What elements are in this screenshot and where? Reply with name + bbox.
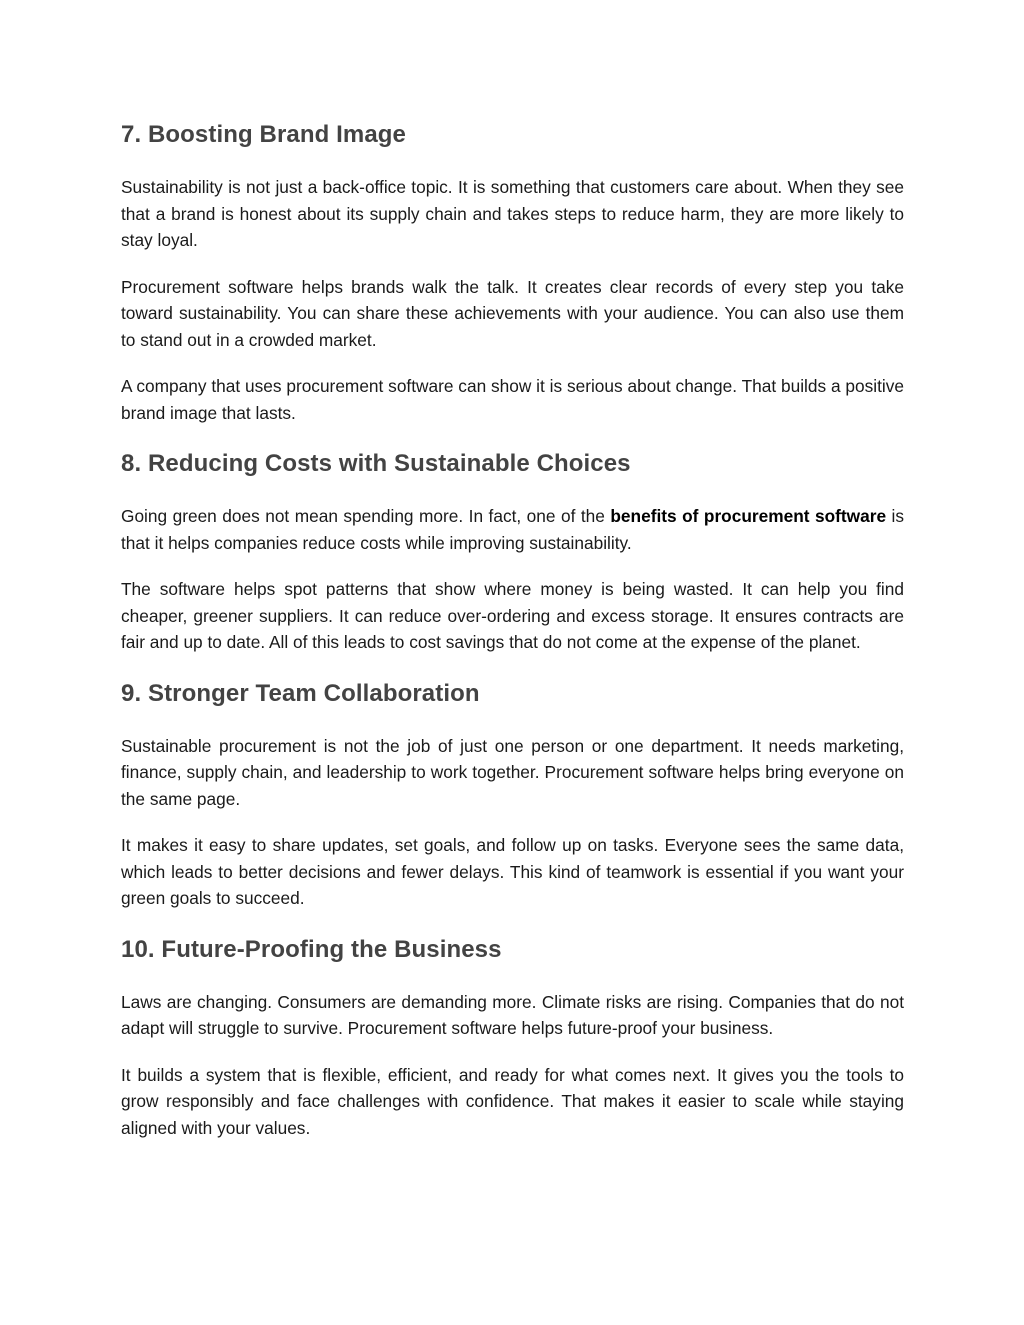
paragraph: Sustainability is not just a back-office topic. It is something that customers care about. When they see that a brand is honest about its supply chain and takes steps to reduce harm, they are more likely to stay loyal. [121, 177, 904, 250]
section-heading: 8. Reducing Costs with Sustainable Choices [121, 450, 631, 477]
section-heading: 10. Future-Proofing the Business [121, 935, 502, 963]
bold-phrase: benefits of procurement software [610, 506, 887, 526]
paragraph: The software helps spot patterns that show where money is being wasted. It can help you find cheaper, greener suppliers. It can reduce over-ordering and excess storage. It ensures contracts are fair and up to date. All of this leads to cost savings that do not come at the expense of the planet. [121, 579, 904, 652]
section-future-proofing [121, 933, 904, 1142]
document-page [121, 118, 904, 1141]
section-heading: 9. Stronger Team Collaboration [121, 679, 480, 707]
paragraph-text: is that it helps companies reduce costs while improving sustainability. [121, 506, 905, 553]
paragraph: Procurement software helps brands walk the talk. It creates clear records of every step you take toward sustainability. You can share these achievements with your audience. You can also use them to stand out in a crowded market. [121, 276, 904, 350]
paragraph: A company that uses procurement software can show it is serious about change. That builds a positive brand image that lasts. [121, 376, 904, 423]
section-boosting-brand-image [121, 118, 904, 426]
paragraph: Sustainable procurement is not the job of just one person or one department. It needs marketing, finance, supply chain, and leadership to work together. Procurement software helps bring everyone on the same page. [121, 735, 904, 809]
section-heading: 7. Boosting Brand Image [121, 121, 407, 148]
section-reducing-costs [121, 447, 904, 656]
paragraph-text: Going green does not mean spending more. In fact, one of the [121, 506, 611, 526]
paragraph [121, 503, 904, 556]
section-team-collaboration [121, 677, 904, 912]
paragraph: It builds a system that is flexible, efficient, and ready for what comes next. It gives you the tools to grow responsibly and face challenges with confidence. That makes it easier to scale while staying aligned with your values. [121, 1064, 904, 1138]
paragraph: Laws are changing. Consumers are demanding more. Climate risks are rising. Companies that do not adapt will struggle to survive. Procurement software helps future-proof your business. [121, 991, 904, 1038]
paragraph: It makes it easy to share updates, set goals, and follow up on tasks. Everyone sees the same data, which leads to better decisions and fewer delays. This kind of teamwork is essential if you want your green goals to succeed. [121, 835, 904, 908]
